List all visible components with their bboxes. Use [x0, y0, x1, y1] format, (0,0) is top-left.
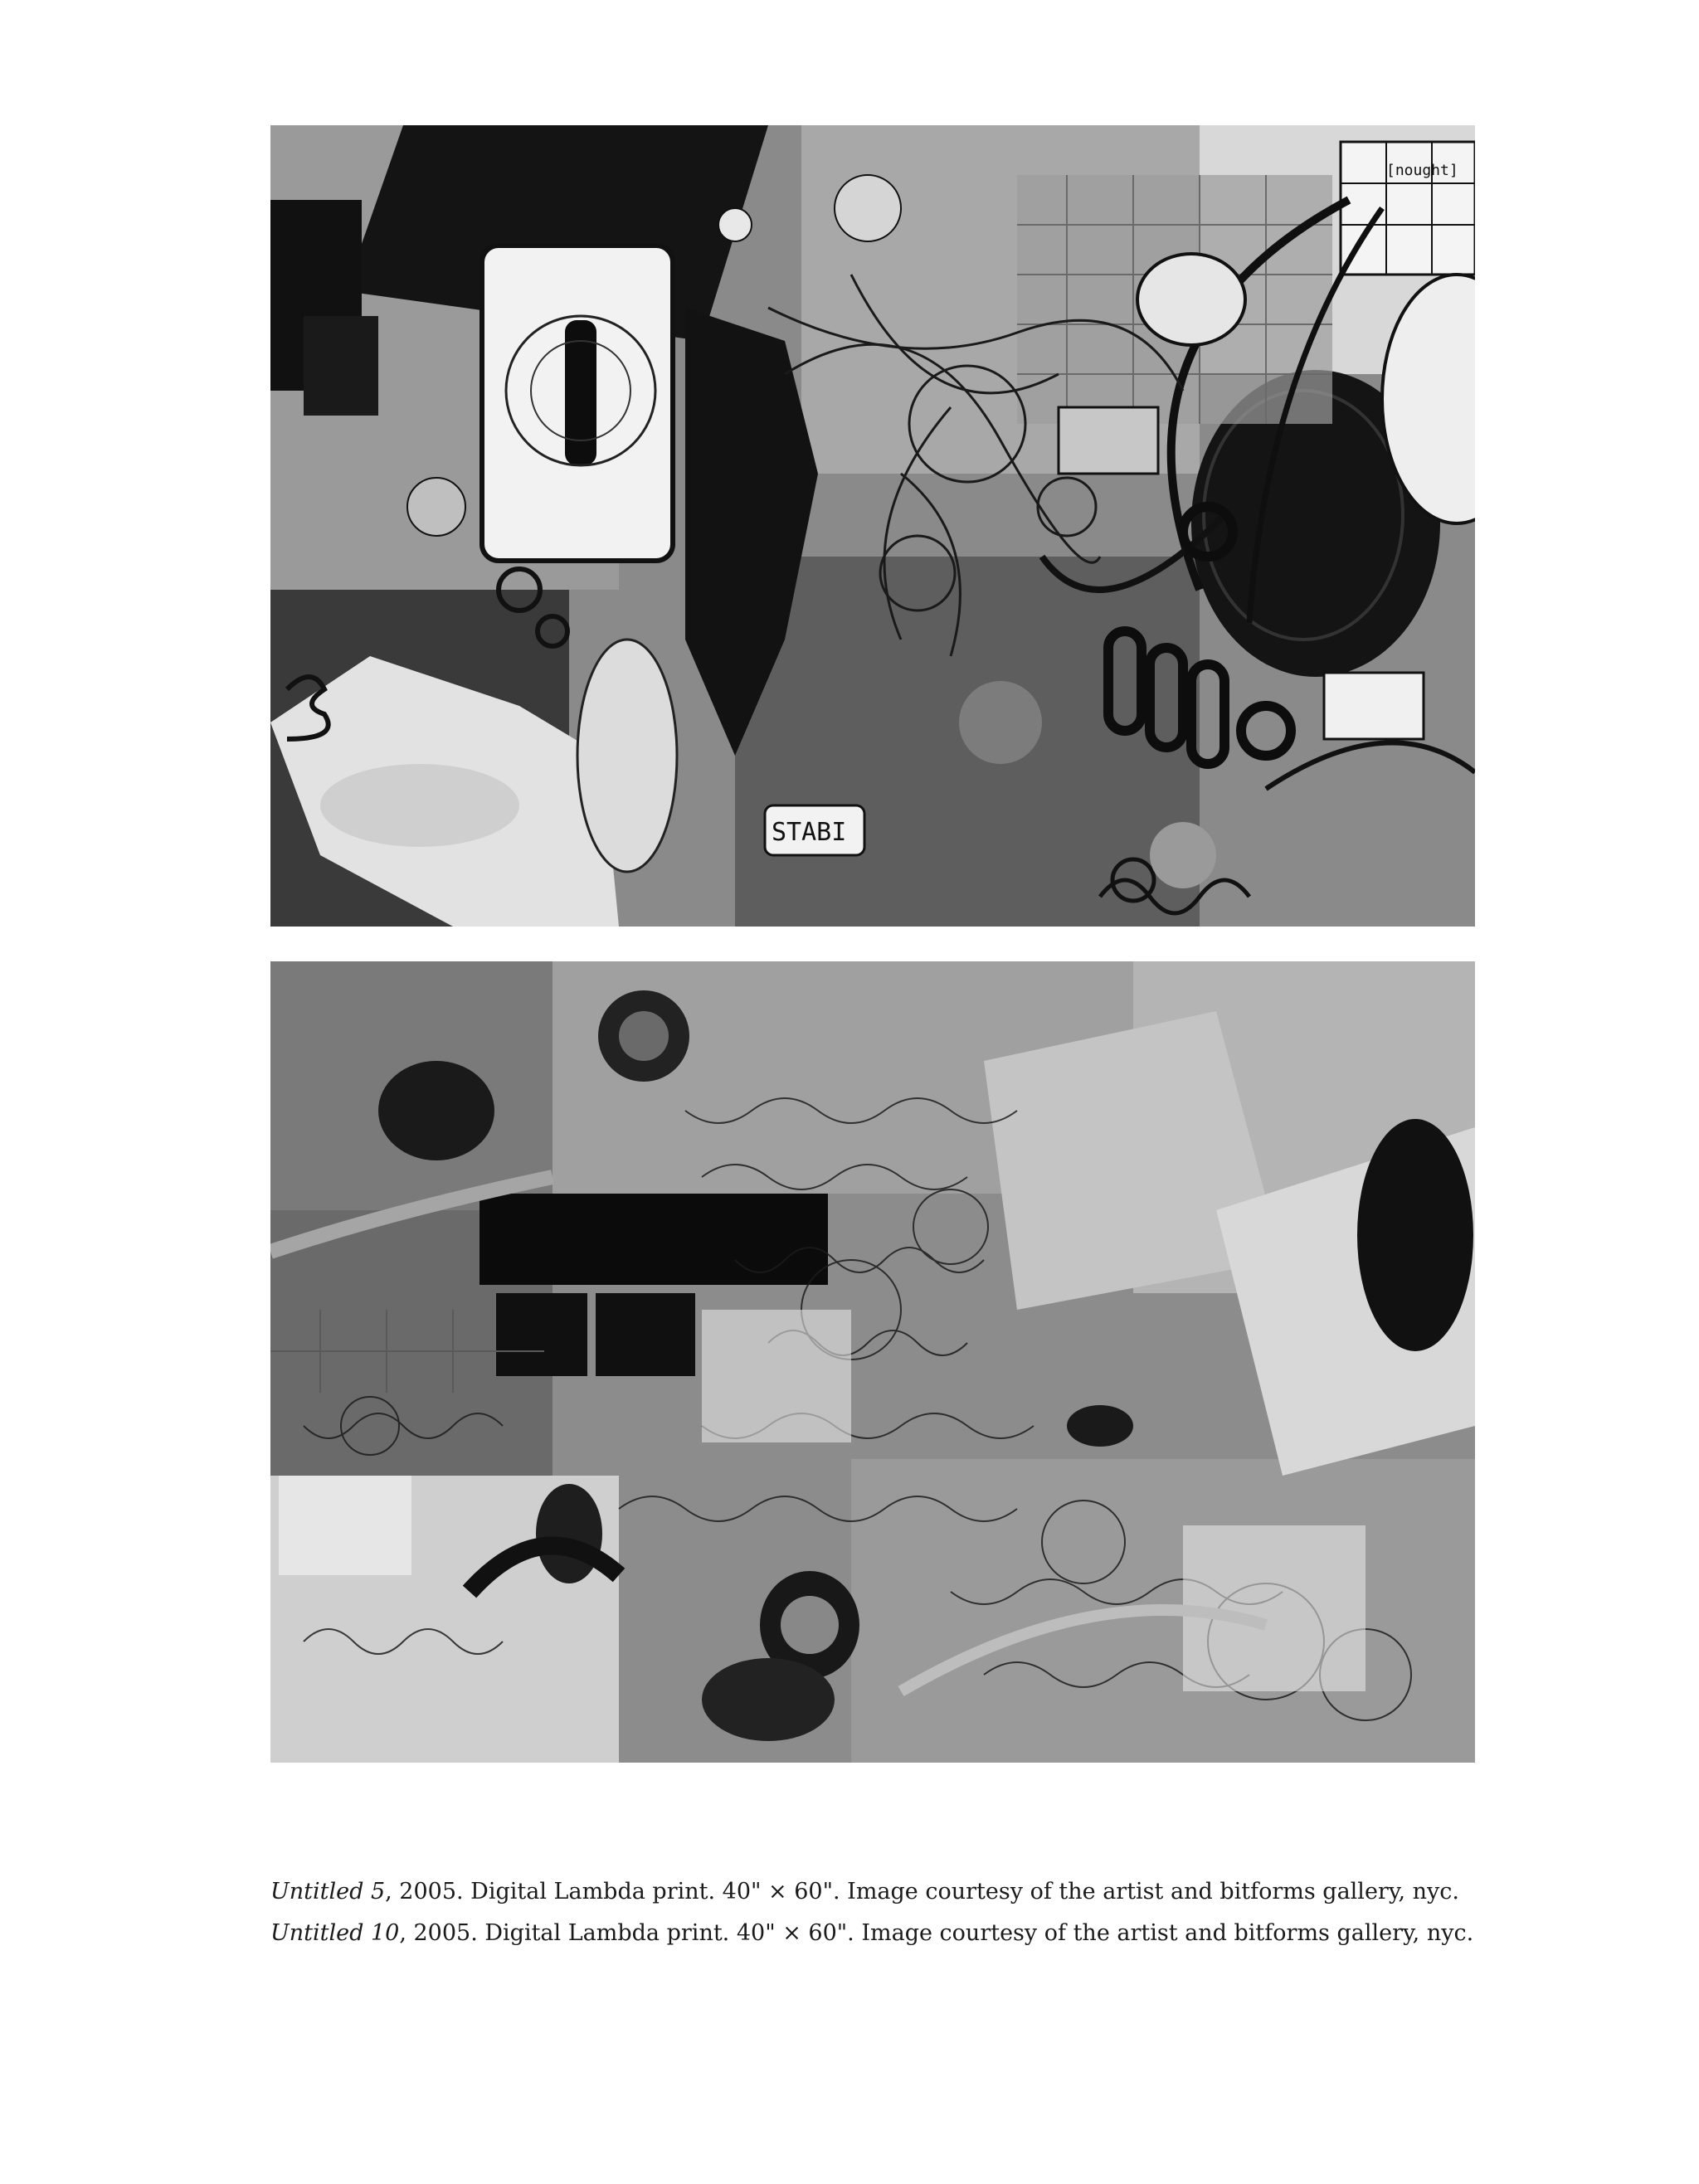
embedded-text-stabi: STABI — [772, 818, 847, 847]
artwork-untitled-5-image — [270, 125, 1475, 927]
caption-title: Untitled 10 — [270, 1920, 400, 1946]
caption-details: , 2005. Digital Lambda print. 40" × 60". Image courtesy of the artist and bitforms gallery, nyc. — [399, 1920, 1474, 1946]
caption-untitled-10 — [270, 1913, 1598, 1954]
artwork-untitled-10 — [270, 961, 1475, 1763]
caption-untitled-5 — [270, 1871, 1598, 1913]
embedded-text-nought: [nought] — [1386, 162, 1458, 179]
captions — [270, 1871, 1598, 1954]
artwork-untitled-5 — [270, 125, 1475, 927]
caption-details: , 2005. Digital Lambda print. 40" × 60". Image courtesy of the artist and bitforms gallery, nyc. — [385, 1879, 1460, 1904]
caption-title: Untitled 5 — [270, 1879, 386, 1904]
artwork-untitled-10-image — [270, 961, 1475, 1763]
